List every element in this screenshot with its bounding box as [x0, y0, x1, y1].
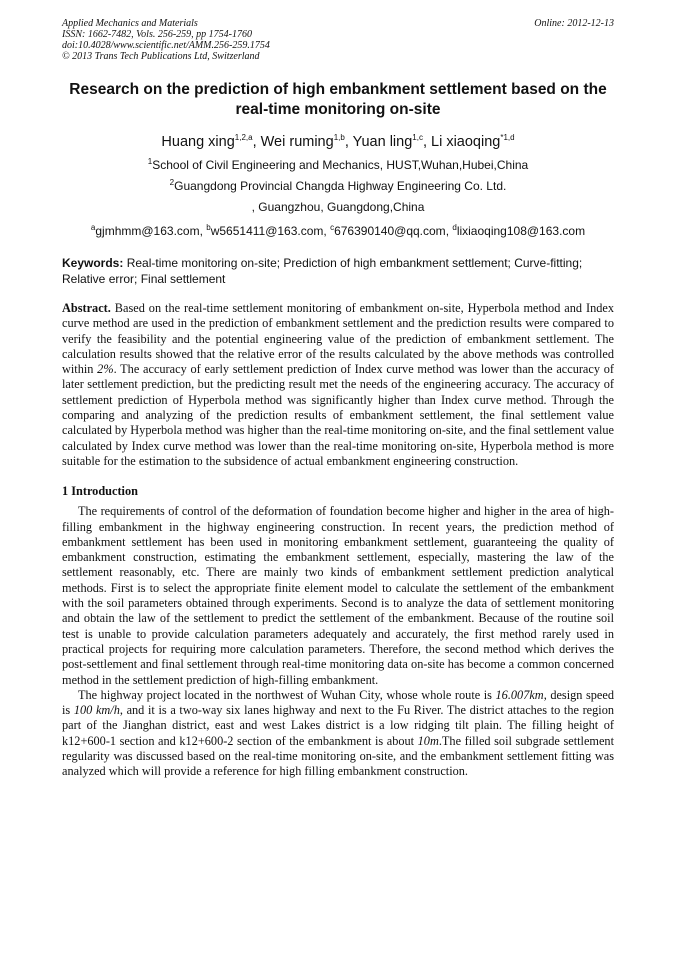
affiliation-text: Guangdong Provincial Changda Highway Engineering Co. Ltd.: [174, 179, 507, 193]
email-separator: ,: [445, 224, 453, 238]
email-marker: c: [330, 223, 335, 232]
author-affiliation-marker: 1,c: [412, 133, 423, 143]
online-date: Online: 2012-12-13: [534, 18, 614, 29]
email-address[interactable]: 676390140@qq.com: [334, 224, 446, 238]
affiliation-2: [62, 176, 614, 197]
author-name: Yuan ling: [352, 134, 413, 150]
abstract-label: Abstract.: [62, 301, 111, 315]
abstract-section: [62, 301, 614, 469]
author-affiliation-marker: *1,d: [500, 133, 515, 143]
email-separator: ,: [199, 224, 207, 238]
keywords-text: Real-time monitoring on-site; Prediction of high embankment settlement; Curve-fitting; Relative error; Final settlement: [62, 256, 583, 286]
affiliations: [62, 155, 614, 218]
paragraph-text: , design speed is: [62, 687, 614, 718]
author-name: Huang xing: [161, 134, 235, 150]
keywords-label: Keywords:: [62, 256, 124, 270]
affiliation-2-location: , Guangzhou, Guangdong,China: [251, 200, 425, 214]
publication-info: [62, 18, 614, 62]
author-affiliation-marker: 1,b: [333, 133, 345, 143]
introduction-paragraph-1: The requirements of control of the deformation of foundation become higher and higher in the area of high-filling embankment in the highway engineering construction. In recent years, the prediction method of embankment settlement has been used in monitoring embankment settlement, guaranteeing the quality of embankment construction, estimating the embankment settlement, especially, mastering the law of the settlement reasonably, etc. There are mainly two kinds of embankment settlement prediction analytical methods. First is to select the appropriate finite element model to calculate the settlement of the embankment with the soil parameters obtained through experiments. Second is to analyze the data of settlement monitoring and obtain the law of the settlement to predict the settlement of the embankment. Because of the routine soil test is unable to provide calculation parameters adequately and accurately, the first method rarely used in practical projects for requiring more calculation parameters. Therefore, the second method which derives the post-settlement and final settlement through real-time monitoring data on-site has become a common concerned method in the settlement prediction of high-filling embankment.: [62, 504, 614, 687]
introduction-paragraph-2: [62, 688, 614, 780]
filling-height: 10m: [417, 733, 439, 748]
doi-line[interactable]: doi:10.4028/www.scientific.net/AMM.256-259.1754: [62, 40, 270, 51]
author-separator: ,: [252, 134, 261, 150]
affiliation-text: School of Civil Engineering and Mechanics, HUST,Wuhan,Hubei,China: [152, 158, 529, 172]
affiliation-marker: 2: [169, 178, 175, 187]
abstract-text-continued: . The accuracy of early settlement prediction of Index curve method was lower than the accuracy of later settlement prediction, but the predicting result met the needs of the engineering accuracy. The accuracy of settlement prediction of Hyperbola method was significantly higher than Index curve method. Through the comparing and analyzing of the prediction results of embankment settlement, the final settlement value calculated by Hyperbola method was higher than the real-time monitoring on-site, and the final settlement value calculated by Index curve method was lower than the real-time monitoring on-site, Hyperbola method is more suitable for the estimation to the subsidence of actual embankment engineering construction.: [62, 362, 614, 468]
author-name: Wei ruming: [260, 134, 334, 150]
affiliation-marker: 1: [147, 157, 153, 166]
email-address[interactable]: lixiaoqing108@163.com: [456, 224, 586, 238]
keywords-section: [62, 255, 614, 287]
paper-title: [62, 80, 614, 120]
journal-name: Applied Mechanics and Materials: [62, 18, 198, 29]
email-marker: d: [452, 223, 457, 232]
email-address[interactable]: gjmhmm@163.com: [95, 224, 200, 238]
author-separator: ,: [344, 134, 353, 150]
section-heading-introduction: 1 Introduction: [62, 484, 138, 499]
email-marker: b: [206, 223, 211, 232]
paragraph-text: , and it is a two-way six lanes highway and next to the Fu River. The district attaches to the region part of the Jianghan district, east and west Lakes district is a low ridging tilt plain. The filling height of k12+600-1 section and k12+600-2 section of the embankment is about: [62, 703, 614, 748]
title-line-2: real-time monitoring on-site: [235, 101, 441, 118]
design-speed: 100 km/h: [73, 703, 120, 718]
email-list: [62, 221, 614, 241]
abstract-percentage: 2%: [97, 362, 114, 377]
abstract-text: Based on the real-time settlement monitoring of embankment on-site, Hyperbola method and Index curve method are used in the prediction of embankment settlement and the prediction results were compared to verify the feasibility and the potential engineering value of the prediction of embankment settlement. The calculation results showed that the relative error of the results calculated by the above methods was controlled within: [62, 301, 614, 377]
issn-line: ISSN: 1662-7482, Vols. 256-259, pp 1754-1760: [62, 29, 252, 40]
author-list: [62, 133, 614, 151]
email-separator: ,: [323, 224, 331, 238]
author-name: Li xiaoqing: [431, 134, 501, 150]
email-marker: a: [90, 223, 96, 232]
author-affiliation-marker: 1,2,a: [234, 133, 253, 143]
paragraph-text: .The filled soil subgrade settlement regularity was discussed based on the real-time monitoring on-site, and the embankment settlement fitting was analyzed which will provide a reference for high filling embankment construction.: [62, 733, 614, 779]
title-line-1: Research on the prediction of high embankment settlement based on the: [69, 81, 607, 98]
journal-header: [62, 18, 614, 70]
email-address[interactable]: w5651411@163.com: [210, 224, 324, 238]
paragraph-text: The highway project located in the northwest of Wuhan City, whose whole route is: [78, 687, 496, 702]
copyright-line: © 2013 Trans Tech Publications Ltd, Switzerland: [62, 51, 260, 62]
affiliation-1: [62, 155, 614, 176]
route-length: 16.007km: [495, 687, 544, 702]
author-separator: ,: [422, 134, 432, 150]
